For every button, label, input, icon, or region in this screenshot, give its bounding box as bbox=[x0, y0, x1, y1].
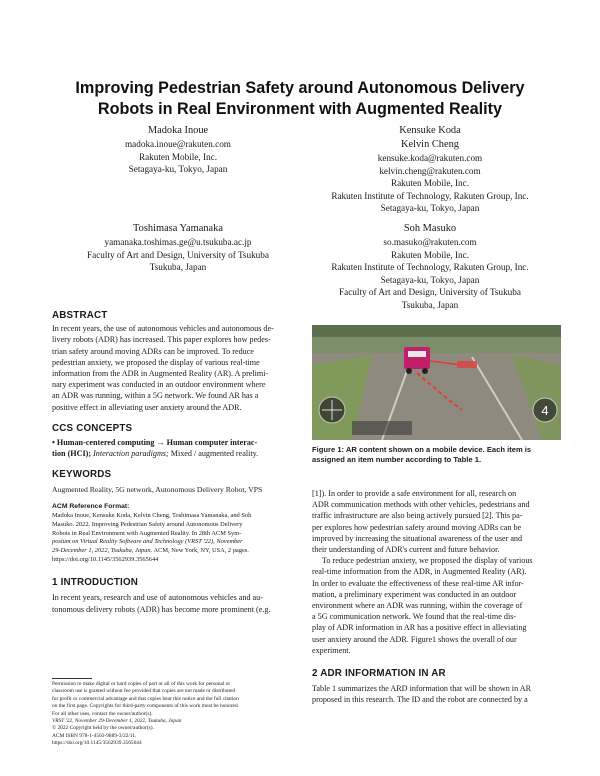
abstract-body: In recent years, the use of autonomous vehicles and autonomous de- livery robots (ADR) has increased. This paper explores how pedes- trian safety around moving ADRs can be improved. To reduce pedestrian anxiety, we proposed the display of various real-time information from the ADR in Augmented Reality (AR). A prelimi- nary experiment was conducted in an outdoor environment where an ADR was running, within a 5G network. We found AR has a positive effect in alleviating user anxiety around the ADR. bbox=[52, 324, 274, 412]
abstract-heading: ABSTRACT bbox=[52, 310, 108, 321]
acm-reference: ACM Reference Format: Madoka Inoue, Kensuke Koda, Kelvin Cheng, Toshimasa Yamanaka, and Soh Masuko. 2022. Improving Pedestrian Safety around Autonomous Delivery Robots in Real Environment with Augmented Reality. In 28th ACM Sym- posium on Virtual Reality Software and Technology (VRST '22), November 29-December 1, 2022, Tsukuba, Japan. ACM, New York, NY, USA, 2 pages. https://doi.org/10.1145/3562939.3565644 bbox=[52, 502, 252, 564]
ar-label-tag bbox=[457, 361, 477, 368]
author-block-masuko: Soh Masuko so.masuko@rakuten.com Rakuten Mobile, Inc. Rakuten Institute of Technology, Rakuten Group, Inc. Setagaya-ku, Tokyo, Japan Faculty of Art and Design, University of Tsukuba Tsukuba, Japan bbox=[331, 223, 529, 310]
ar-scene-illustration bbox=[312, 325, 561, 440]
copyright-footnote: Permission to make digital or hard copies of part or all of this work for personal or classroom use is granted without fee provided that copies are not made or distributed for profit or commercial advantage and that copies bear this notice and the full citation on the first page. Copyrights for third-party components of this work must be honored. For all other uses, contact the owner/author(s). VRST '22, November 29-December 1, 2022, Tsukuba, Japan © 2022 Copyright held by the owner/author(s). ACM ISBN 978-1-4503-9889-3/22/11. https://doi.org/10.1145/3562939.3565644 bbox=[52, 681, 239, 747]
robot-wheel-left bbox=[406, 368, 412, 374]
ar-info-panel bbox=[352, 421, 412, 435]
keywords-body: Augmented Reality, 5G network, Autonomous Delivery Robot, VPS bbox=[52, 484, 263, 494]
paper-title: Improving Pedestrian Safety around Autonomous Delivery Robots in Real Environment with Augmented Reality bbox=[75, 79, 525, 118]
footnote-rule bbox=[52, 678, 92, 679]
delivery-robot bbox=[404, 347, 430, 369]
ar-gauge-number: 4 bbox=[541, 403, 549, 418]
section-2-heading: 2 ADR INFORMATION IN AR bbox=[312, 668, 446, 680]
left-column bbox=[52, 310, 291, 615]
tree-line bbox=[312, 325, 561, 337]
author-block-inoue: Madoka Inoue madoka.inoue@rakuten.com Rakuten Mobile, Inc. Setagaya-ku, Tokyo, Japan bbox=[125, 125, 231, 175]
introduction-heading: 1 INTRODUCTION bbox=[52, 577, 139, 589]
ccs-body: • Human-centered computing → Human computer interac- tion (HCI); Interaction paradigms; Mixed / augmented reality. bbox=[52, 438, 259, 459]
figure-caption: Figure 1: AR content shown on a mobile device. Each item is assigned an item number according to Table 1. bbox=[312, 445, 532, 465]
author-block-koda-cheng: Kensuke Koda Kelvin Cheng kensuke.koda@rakuten.com kelvin.cheng@rakuten.com Rakuten Mobile, Inc. Rakuten Institute of Technology, Rakuten Group, Inc. Setagaya-ku, Tokyo, Japan bbox=[331, 125, 529, 214]
keywords-heading: KEYWORDS bbox=[52, 469, 112, 481]
author-block-yamanaka: Toshimasa Yamanaka yamanaka.toshimas.ge@u.tsukuba.ac.jp Faculty of Art and Design, University of Tsukuba Tsukuba, Japan bbox=[87, 223, 269, 273]
right-column: [1]). In order to provide a safe environment for all, research on ADR communication methods with other vehicles, pedestrians and traffic infrastructure are also being actively pursued [2]. This pa- per explores how pedestrian safety around moving ADRs can be improved by increasing the situational awareness of the user and their understanding of ADR's current and future behavior. To reduce pedestrian anxiety, we proposed the display of various real-time information from the ADR, in Augmented Reality (AR). In order to evaluate the effectiveness of these real-time AR infor- mation, a preliminary experiment was conducted in an outdoor environment where an ADR was running, within the coverage of a 5G communication network. We found that the real-time dis- play of ADR information in AR has a positive effect in alleviating user anxiety around the ADR. Figure1 shows the overall of our experiment. 2 ADR INFORMATION IN AR Table 1 summarizes the ARD information that will be shown in AR proposed in this research. The ID and the robot are connected by a bbox=[312, 488, 561, 706]
robot-display bbox=[408, 351, 426, 357]
ccs-heading: CCS CONCEPTS bbox=[52, 422, 133, 434]
figure-ar-photo bbox=[312, 325, 561, 440]
introduction-body: In recent years, research and use of autonomous vehicles and au- tonomous delivery robots (ADR) has become more prominent (e.g. bbox=[52, 593, 271, 614]
robot-wheel-right bbox=[422, 368, 428, 374]
